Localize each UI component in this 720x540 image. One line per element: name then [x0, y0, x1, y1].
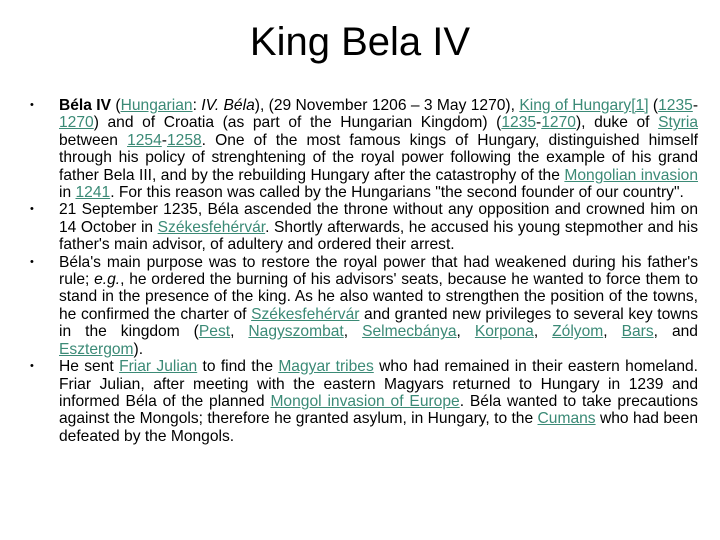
text-run: -: [692, 97, 699, 114]
wiki-link[interactable]: 1254: [127, 131, 162, 149]
text-run: -: [536, 114, 542, 132]
text-run: to find the: [197, 358, 279, 376]
wiki-link[interactable]: Selmecbánya: [362, 323, 457, 341]
text-run: , he ordered the burning of his advisors' seats, because he wanted to force them to stand in the presence of the king. As he also wanted to strengthen the position of the towns, he confirmed the charter of: [59, 271, 699, 323]
wiki-link[interactable]: King of Hungary: [519, 97, 632, 114]
wiki-link[interactable]: Hungarian: [120, 97, 193, 114]
text-run: ), duke of: [575, 114, 659, 132]
wiki-link[interactable]: 1235: [658, 97, 693, 114]
wiki-link[interactable]: Mongol invasion of Europe: [270, 392, 460, 410]
wiki-link[interactable]: Styria: [658, 114, 698, 132]
text-run: ,: [456, 323, 475, 341]
bullet-item: [30, 358, 698, 445]
bullet-list: [30, 97, 698, 445]
bullet-text: [59, 254, 698, 358]
text-run: e.g.: [94, 271, 121, 289]
wiki-link[interactable]: 1258: [166, 131, 202, 149]
text-run: Béla's main purpose was to restore the royal power that had weakened during his father's rule;: [59, 253, 698, 289]
text-run: . Béla wanted to take precautions against the Mongols; therefore he granted asylum, in Hungary, to the: [59, 392, 698, 428]
wiki-link[interactable]: Korpona: [474, 323, 534, 341]
bullet-text: [59, 201, 698, 253]
wiki-link[interactable]: Székesfehérvár: [251, 305, 360, 323]
text-run: :: [192, 97, 202, 114]
wiki-link[interactable]: Esztergom: [59, 340, 134, 358]
text-run: He sent: [59, 358, 120, 376]
bullet-item: [30, 201, 698, 253]
text-run: -: [161, 131, 167, 149]
bullet-icon: •: [30, 99, 34, 111]
bullet-icon: •: [30, 203, 34, 216]
text-run: and granted new privileges to several key towns in the kingdom (: [59, 305, 698, 341]
wiki-link[interactable]: 1270: [59, 114, 94, 132]
wiki-link[interactable]: 1270: [541, 114, 576, 132]
text-run: ,: [343, 323, 363, 341]
text-run: ), (29 November 1206 – 3 May 1270),: [254, 97, 520, 114]
wiki-link[interactable]: Nagyszombat: [248, 323, 344, 341]
bullet-icon: •: [30, 255, 34, 268]
text-run: ,: [533, 323, 553, 341]
text-run: who had been defeated by the Mongols.: [59, 410, 699, 445]
text-run: . For this reason was called by the Hungarians "the second founder of our country".: [110, 184, 684, 202]
text-run: , and: [653, 323, 698, 341]
wiki-link[interactable]: Bars: [621, 323, 654, 341]
text-run: (: [111, 97, 121, 114]
slide-title: King Bela IV: [249, 20, 471, 64]
bullet-text: [59, 97, 698, 201]
wiki-link[interactable]: [1]: [631, 97, 649, 114]
bullet-text: [59, 358, 698, 445]
bullet-item: [30, 254, 698, 358]
text-run: . One of the most famous kings of Hungary, distinguished himself through his policy of strenghtening of the royal power following the example of his grand father Bela III, and by the rebuilding Hungary after the catastrophy of the: [59, 131, 698, 184]
text-run: Béla IV: [59, 97, 112, 114]
text-run: ) and of Croatia (as part of the Hungarian Kingdom) (: [93, 114, 502, 132]
wiki-link[interactable]: Cumans: [537, 410, 596, 428]
text-run: . Shortly afterwards, he accused his young stepmother and his father's main advisor, of adultery and ordered their arrest.: [59, 218, 698, 254]
wiki-link[interactable]: Friar Julian: [119, 358, 198, 376]
text-run: between: [59, 131, 128, 149]
text-run: ,: [603, 323, 622, 341]
wiki-link[interactable]: 1241: [75, 184, 111, 202]
wiki-link[interactable]: Pest: [198, 323, 231, 341]
text-run: IV. Béla: [201, 97, 255, 114]
wiki-link[interactable]: Mongolian invasion: [564, 166, 699, 184]
text-run: ).: [133, 340, 144, 358]
bullet-item: [30, 97, 698, 201]
wiki-link[interactable]: Zólyom: [552, 323, 604, 341]
text-run: (: [648, 97, 659, 114]
text-run: who had remained in their eastern homeland. Friar Julian, after meeting with the eastern Magyars returned to Hungary in 1239 and informed Béla of the planned: [59, 358, 698, 410]
bullet-icon: •: [30, 360, 34, 373]
text-run: 21 September 1235, Béla ascended the throne without any opposition and crowned him on 14 October in: [59, 201, 698, 236]
wiki-link[interactable]: Magyar tribes: [278, 358, 374, 376]
wiki-link[interactable]: Székesfehérvár: [157, 218, 266, 236]
text-run: ,: [230, 323, 249, 341]
text-run: in: [59, 184, 76, 202]
wiki-link[interactable]: 1235: [501, 114, 537, 132]
